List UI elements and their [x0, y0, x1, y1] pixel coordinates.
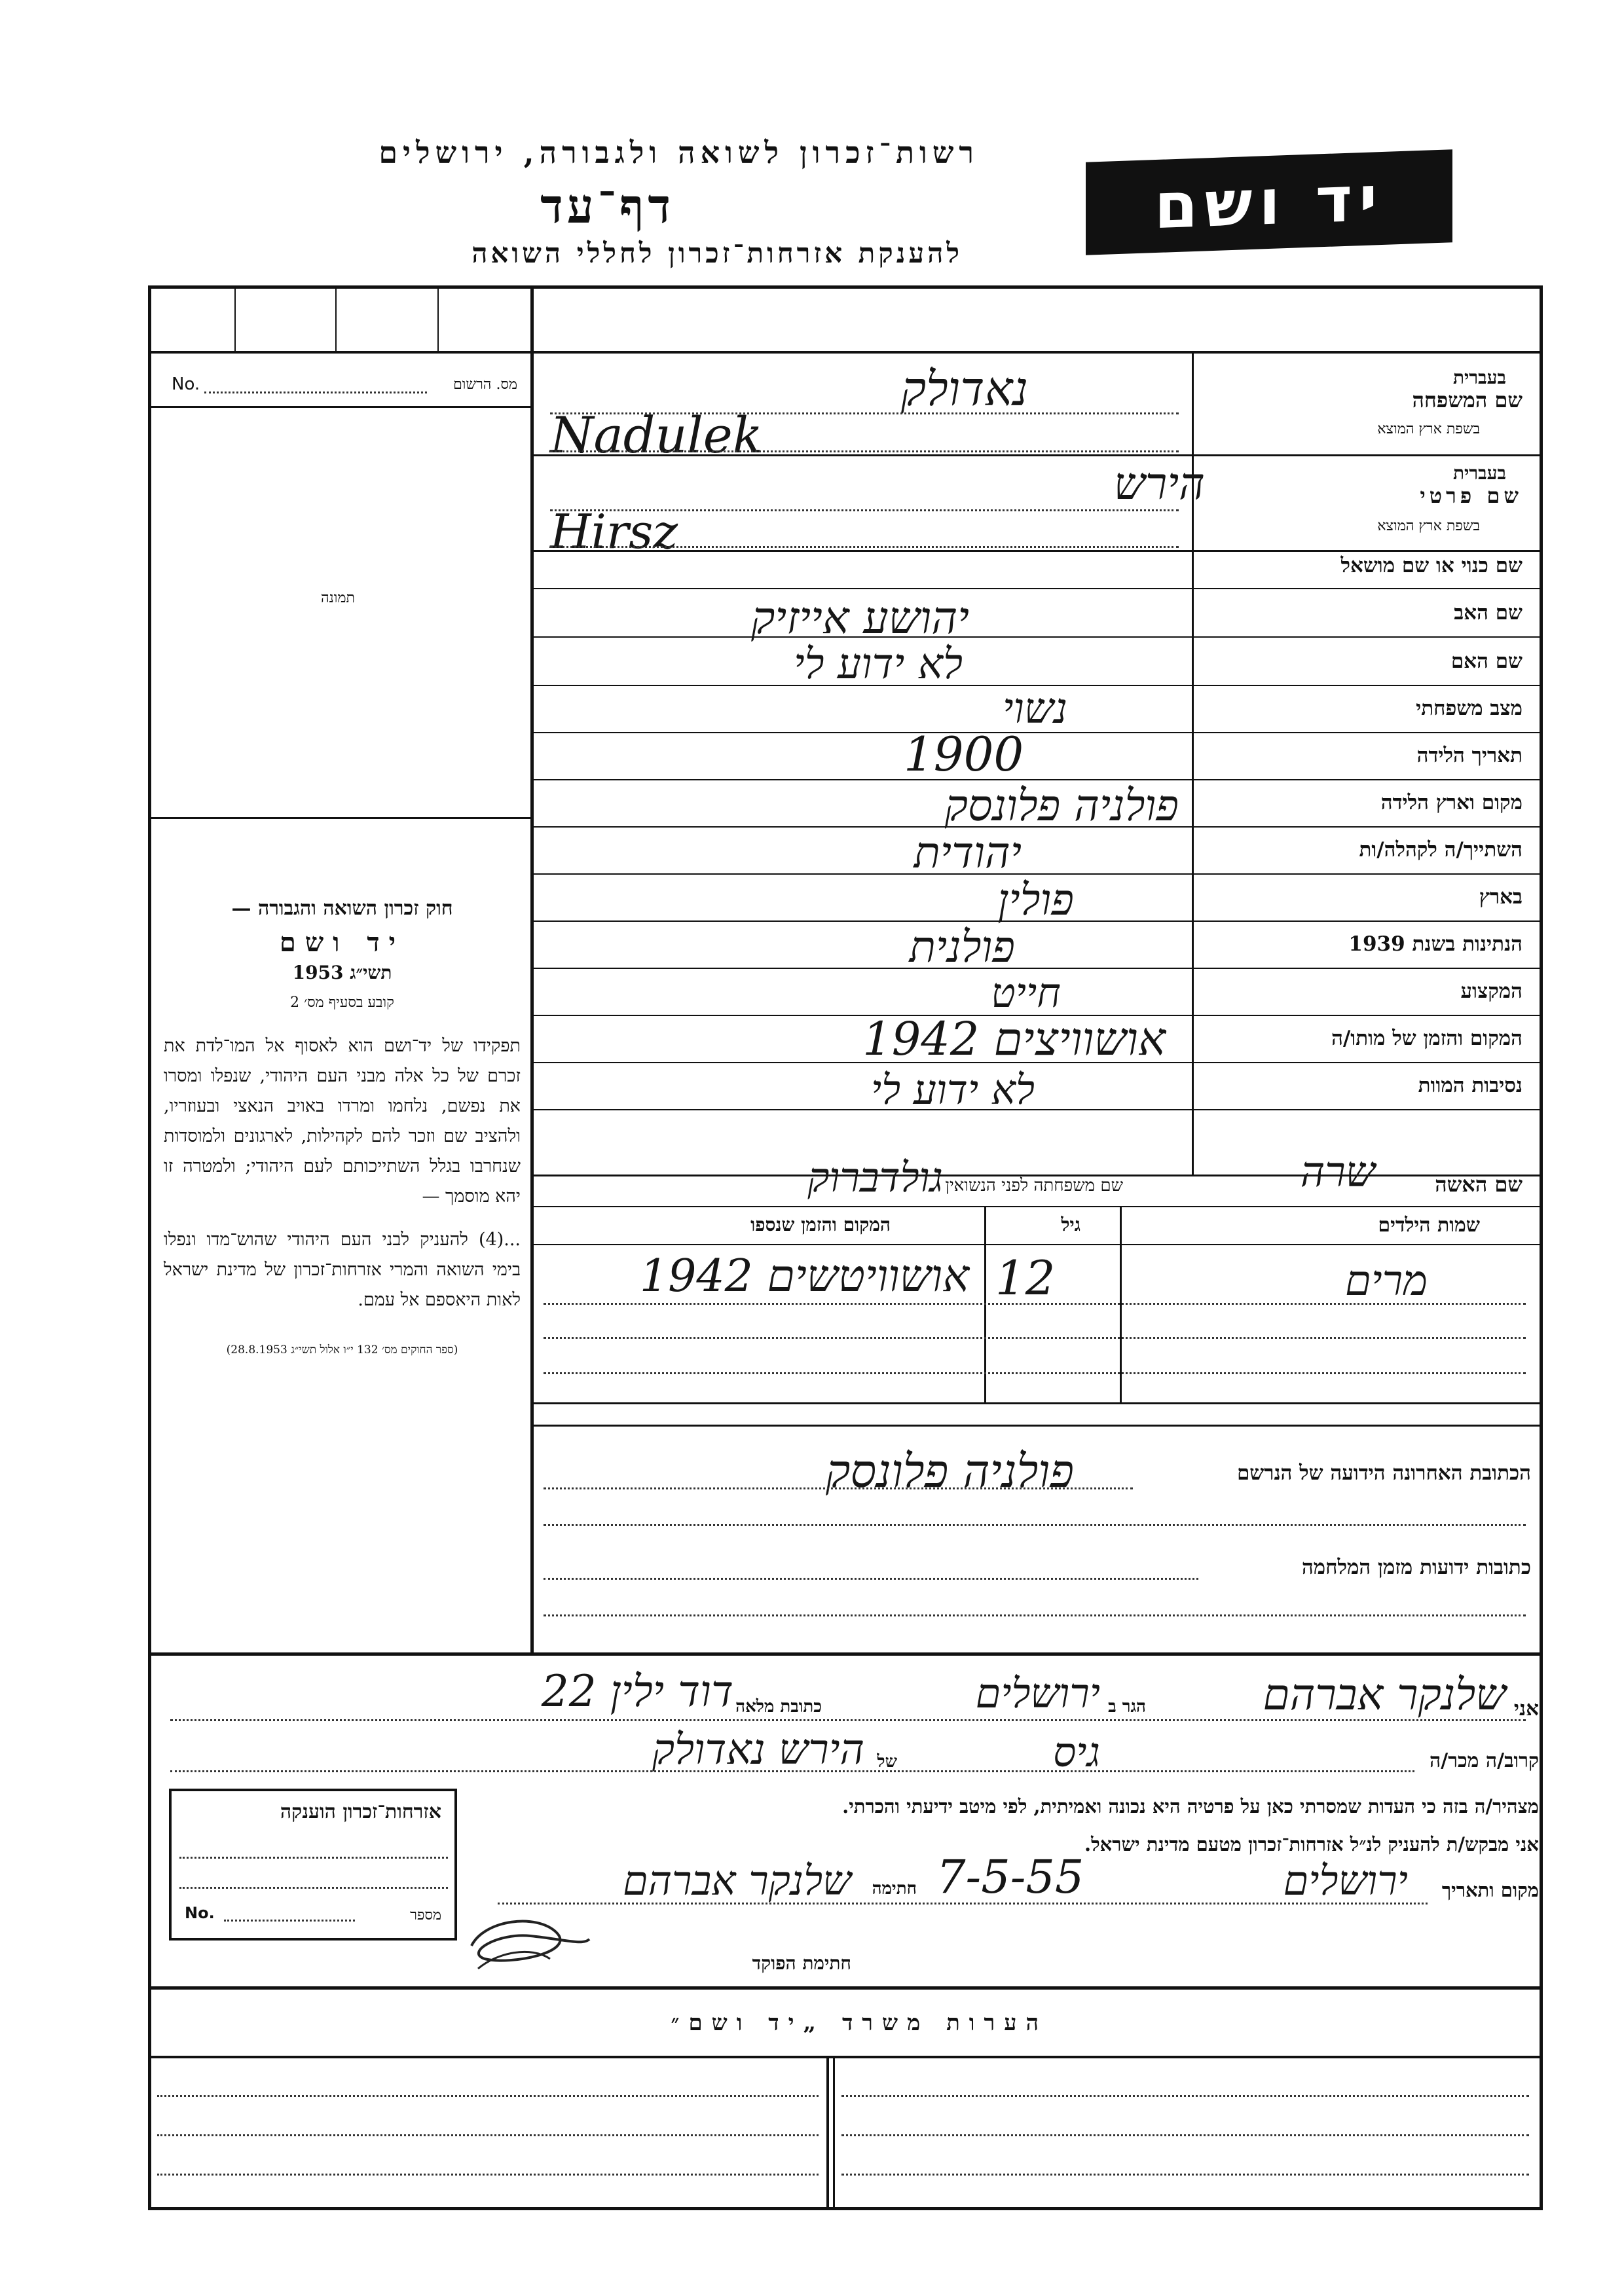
- child-age-value[interactable]: 12: [995, 1250, 1056, 1305]
- war-address-label: כתובות ידועות מזמן המלחמה: [1301, 1556, 1531, 1579]
- relation-value[interactable]: גיס: [1053, 1728, 1100, 1776]
- law-title: חוק זכרון השואה והגבורה —: [231, 897, 453, 920]
- row-line: [532, 550, 1543, 552]
- address-dots: [544, 1578, 1198, 1580]
- country-label: בארץ: [1479, 885, 1522, 909]
- registry-line: [148, 406, 532, 408]
- authority-title: רשות־זכרון לשואה ולגבורה, ירושלים: [378, 135, 979, 170]
- law-year: תשי״ג 1953: [292, 962, 392, 983]
- law-name: יד ושם: [279, 927, 405, 958]
- declarant-address-label: כתובת מלאה: [735, 1697, 822, 1717]
- sidebar-divider: [530, 285, 534, 1652]
- logo-text: יד ושם: [1154, 161, 1384, 244]
- remarks-col-div-2: [833, 2057, 835, 2210]
- family-name-origin-value[interactable]: Nadulek: [550, 406, 763, 464]
- first-name-hebrew-label: בעברית: [1452, 462, 1506, 484]
- birthdate-value[interactable]: 1900: [904, 727, 1024, 782]
- stamp-dots: [179, 1887, 448, 1889]
- citizenship-stamp-box: [169, 1789, 457, 1941]
- maiden-name-label: שם משפחתה לפני הנשואין: [945, 1176, 1123, 1195]
- declarant-dots: [170, 1719, 1526, 1721]
- child-place-value[interactable]: אושוויטשים 1942: [639, 1250, 969, 1302]
- declarant-street-value[interactable]: דוד ילין 22: [541, 1666, 733, 1717]
- signature-value[interactable]: שלנקר אברהם: [623, 1857, 851, 1904]
- mother-value[interactable]: לא ידוע לי: [793, 640, 963, 689]
- registry-no-label: No.: [172, 374, 200, 394]
- stamp-box-title: אזרחות־זכרון הוענקה: [280, 1800, 441, 1823]
- children-header-place: המקום והזמן שנספו: [750, 1214, 891, 1235]
- declarant-resides-label: הגר ב: [1108, 1697, 1146, 1717]
- date-value[interactable]: 7-5-55: [936, 1850, 1084, 1904]
- first-name-label: שם פרטי: [1420, 483, 1522, 508]
- of-label: של: [877, 1752, 897, 1772]
- signature-label: חתימה: [872, 1879, 917, 1899]
- first-name-dots-2: [550, 546, 1179, 548]
- top-strip-div-3: [437, 285, 439, 351]
- registry-no-field[interactable]: [204, 392, 427, 393]
- declarant-dots: [498, 1903, 1428, 1904]
- statement-1: מצהיר/ה בזה כי העדות שמסרתי כאן על פרטיה היא נכונה ואמיתית, לפי מיטב ידיעתי והכרתי.: [842, 1795, 1539, 1817]
- remarks-dots: [841, 2134, 1529, 2136]
- main-section-bottom: [148, 1652, 1543, 1656]
- remarks-col-div: [826, 2057, 829, 2210]
- law-paragraph-2: ...(4) להעניק לבני העם היהודי שהוש־מדו ונפלו בימי השואה והמרי אזרחות־זכרון של מדינת ישראל לאות היאספם אל עמם.: [164, 1230, 521, 1310]
- first-name-origin-label: בשפת ארץ המוצא: [1377, 518, 1480, 534]
- declarant-i-label: אני: [1513, 1697, 1539, 1721]
- form-title: דף־עד: [540, 178, 674, 234]
- death-cause-value[interactable]: לא ידוע לי: [870, 1066, 1035, 1114]
- wife-label: שם האשה: [1435, 1172, 1522, 1197]
- photo-box-bottom: [148, 817, 532, 819]
- citizenship-label: הנתינות בשנת 1939: [1348, 932, 1522, 956]
- of-value[interactable]: הירש נאדולק: [652, 1726, 864, 1774]
- statement-2: אני מבקש/ת להעניק לנ״ל אזרחות־זכרון מטעם מדינת ישראל.: [1084, 1833, 1539, 1855]
- address-dots: [544, 1524, 1526, 1526]
- family-name-hebrew-value[interactable]: נאדולק: [900, 361, 1028, 416]
- remarks-dots: [157, 2134, 819, 2136]
- place-date-label: מקום ותאריך: [1441, 1879, 1539, 1901]
- address-box-top: [532, 1425, 1543, 1427]
- place-value[interactable]: ירושלים: [1283, 1857, 1408, 1904]
- nickname-label: שם כנוי או שם מושאל: [1340, 554, 1522, 577]
- declarant-name-value[interactable]: שלנקר אברהם: [1263, 1669, 1506, 1720]
- address-dots: [544, 1614, 1526, 1616]
- father-value[interactable]: יהושע אייזיק: [751, 592, 969, 644]
- first-name-dots: [550, 509, 1179, 511]
- birthplace-label: מקום וארץ הלידה: [1380, 791, 1522, 814]
- remarks-dots: [841, 2174, 1529, 2176]
- relation-label: קרוב/ה מכר/ה: [1430, 1749, 1539, 1772]
- children-dots: [544, 1372, 1526, 1374]
- remarks-line: [148, 2056, 1543, 2058]
- family-name-label: שם המשפחה: [1412, 388, 1522, 412]
- children-table-bottom: [532, 1402, 1543, 1404]
- community-label: השתייך/ה לקהלה/ות: [1359, 838, 1522, 862]
- children-header-age: גיל: [1061, 1214, 1080, 1235]
- declarant-city-value[interactable]: ירושלים: [975, 1669, 1100, 1717]
- law-paragraph-1: תפקידו של יד־ושם הוא לאסוף אל המו־לדת את זכרם של כל אלה מבני העם היהודי, שנפלו ומסרו את נפשם, נלחמו ומרדו באויב הנאצי ובעוזריו, ולהציב שם וזכר להם לקהילות, לארגונים ולמוסדות שנחרבו בגלל השתייכותם לעם היהודי; ולמטרה זו יהא מוסמך —: [164, 1036, 521, 1207]
- top-strip-div-1: [234, 285, 236, 351]
- stamp-dots: [179, 1857, 448, 1859]
- death-place-label: המקום והזמן של מותו/ה: [1331, 1027, 1522, 1050]
- form-subtitle: להענקת אזרחות־זכרון לחללי השואה: [471, 237, 963, 269]
- row-line: [532, 1109, 1543, 1110]
- marital-label: מצב משפחתי: [1416, 697, 1522, 720]
- occupation-value[interactable]: חייט: [991, 969, 1061, 1017]
- remarks-dots: [157, 2174, 819, 2176]
- yad-vashem-logo: [1086, 149, 1452, 255]
- last-address-value[interactable]: פולניה פלונסק: [825, 1444, 1074, 1498]
- community-value[interactable]: יהודית: [913, 828, 1022, 878]
- officer-signature: [458, 1906, 596, 1978]
- marital-value[interactable]: נשוי: [1002, 685, 1067, 733]
- address-dots: [544, 1487, 1133, 1489]
- officer-signature-label: חתימת הפוקד: [752, 1952, 851, 1974]
- country-value[interactable]: פולין: [997, 875, 1074, 925]
- child-name-value[interactable]: מרים: [1344, 1257, 1428, 1305]
- occupation-label: המקצוע: [1460, 979, 1522, 1003]
- stamp-no-label: No.: [185, 1904, 215, 1922]
- wife-value[interactable]: שרה: [1300, 1148, 1375, 1197]
- father-label: שם האב: [1454, 601, 1522, 625]
- first-name-origin-value[interactable]: Hirsz: [550, 504, 678, 559]
- remarks-title: הערות משרד „יד ושם״: [671, 2010, 1048, 2036]
- row-line: [532, 1244, 1543, 1245]
- top-strip-line: [148, 351, 1543, 354]
- death-place-value[interactable]: אושוויצים 1942: [862, 1012, 1166, 1066]
- row-line: [532, 636, 1543, 638]
- family-name-dots: [550, 412, 1179, 414]
- law-text-block: [164, 894, 521, 1365]
- maiden-name-value[interactable]: גולדברוק: [807, 1154, 943, 1201]
- footer-top-line: [148, 1986, 1543, 1990]
- first-name-hebrew-value[interactable]: הירש: [1113, 458, 1205, 510]
- birthdate-label: תאריך הלידה: [1416, 744, 1522, 767]
- remarks-dots: [157, 2095, 819, 2097]
- row-line: [532, 588, 1543, 589]
- stamp-number-label: מספר: [410, 1907, 441, 1923]
- stamp-number-field[interactable]: [224, 1920, 355, 1922]
- law-citation: (ספר החוקים מס׳ 132 י״ו אלול תשי״ג 28.8.1953): [226, 1343, 458, 1357]
- death-cause-label: נסיבות המוות: [1418, 1074, 1522, 1097]
- last-address-label: הכתובת האחרונה הידועה של הנרשם: [1236, 1461, 1531, 1485]
- birthplace-value[interactable]: פולניה פלונסק: [944, 780, 1179, 831]
- row-line: [532, 1206, 1543, 1207]
- photo-label: תמונה: [321, 590, 355, 606]
- mother-label: שם האם: [1450, 649, 1522, 673]
- remarks-dots: [841, 2095, 1529, 2097]
- top-strip-div-2: [335, 285, 337, 351]
- declarant-dots: [170, 1770, 1414, 1772]
- children-dots: [544, 1337, 1526, 1339]
- children-header-names: שמות הילדים: [1378, 1214, 1480, 1237]
- family-name-dots-2: [550, 450, 1179, 452]
- family-name-hebrew-label: בעברית: [1452, 367, 1506, 388]
- registry-label: מס. הרשום: [453, 376, 517, 393]
- citizenship-value[interactable]: פולנית: [909, 922, 1015, 972]
- family-name-origin-label: בשפת ארץ המוצא: [1377, 421, 1480, 437]
- law-clause: קובע בסעיף מס׳ 2: [290, 994, 394, 1011]
- children-dots: [544, 1303, 1526, 1305]
